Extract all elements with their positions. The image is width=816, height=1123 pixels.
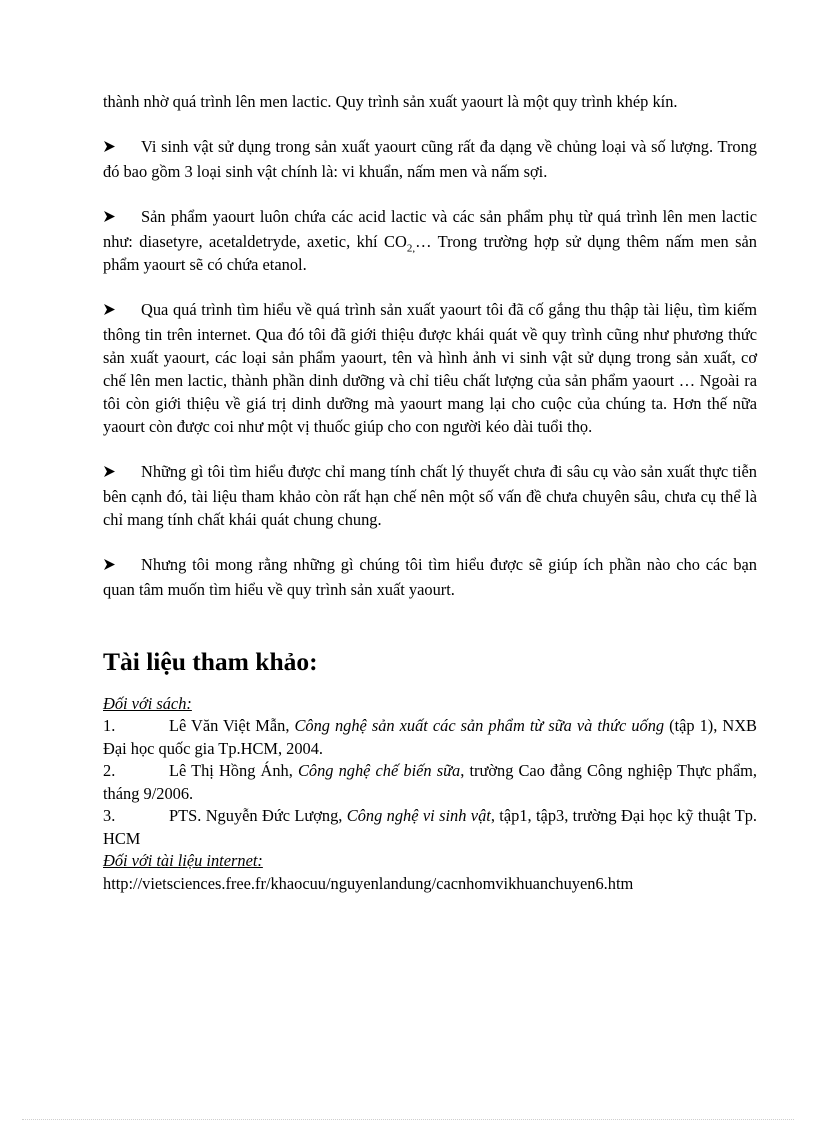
bullet-paragraph-3 [103,298,757,438]
reference-title: Công nghệ chế biến sữa [297,761,461,780]
bullet-text: Những gì tôi tìm hiểu được chỉ mang tính chất lý thuyết chưa đi sâu cụ vào sản xuất thực tiễn bên cạnh đó, tài liệu tham khảo còn rất hạn chế nên một số vấn đề chưa chuyên sâu, chưa cụ thể là chỉ mang tính chất khái quát chung chung. [103,462,757,529]
reference-details: , tập1, tập3, trường Đại học kỹ thuật Tp. HCM [103,806,757,848]
reference-url: http://vietsciences.free.fr/khaocuu/nguyenlandung/cacnhomvikhuanchuyen6.htm [103,874,634,893]
subscript: 2, [406,242,416,255]
internet-label: Đối với tài liệu internet: [103,851,263,870]
reference-author: Lê Thị Hồng Ánh, [169,761,298,780]
page-bottom-divider [22,1119,794,1120]
arrowhead-bullet-icon [103,555,141,578]
reference-item-2 [103,760,757,805]
arrowhead-bullet-icon [103,137,141,160]
reference-number: 3. [103,806,116,825]
bullet-text: Sản phẩm yaourt luôn chứa các acid lactic và các sản phẩm phụ từ quá trình lên men lactic như: diasetyre, acetaldetryde, axetic, khí CO [103,207,757,251]
reference-number: 1. [103,716,116,735]
reference-author: Lê Văn Việt Mẫn, [169,716,295,735]
bullet-text: Vi sinh vật sử dụng trong sản xuất yaourt cũng rất đa dạng về chủng loại và số lượng. Trong đó bao gồm 3 loại sinh vật chính là: vi khuẩn, nấm men và nấm sợi. [103,137,757,181]
bullet-text: … Trong trường hợp sử dụng thêm nấm men sản phẩm yaourt sẽ có chứa etanol. [103,232,757,274]
books-label: Đối với sách: [103,694,192,713]
bullet-text: Qua quá trình tìm hiểu về quá trình sản xuất yaourt tôi đã cố gắng thu thập tài liệu, tìm kiếm thông tin trên internet. Qua đó tôi đã giới thiệu được khái quát về quy trình cũng như phương thức sản xuất yaourt, các loại sản phẩm yaourt, tên và hình ảnh vi sinh vật sử dụng trong sản xuất, cơ chế lên men lactic, thành phần dinh dưỡng và chỉ tiêu chất lượng của sản phẩm yaourt … Ngoài ra tôi còn giới thiệu về giá trị dinh dưỡng mà yaourt mang lại cho cuộc của chúng ta. Hơn thế nữa yaourt còn được coi như một vị thuốc giúp cho con người kéo dài tuổi thọ. [103,300,757,436]
bullet-paragraph-1 [103,135,757,183]
reference-item-1 [103,715,757,760]
reference-item-3 [103,805,757,850]
bullet-paragraph-5 [103,553,757,601]
reference-details: (tập 1), NXB Đại học quốc gia Tp.HCM, 2004. [103,716,757,758]
reference-author: PTS. Nguyễn Đức Lượng, [169,806,347,825]
bullet-text: Nhưng tôi mong rằng những gì chúng tôi tìm hiểu được sẽ giúp ích phần nào cho các bạn quan tâm muốn tìm hiểu về quy trình sản xuất yaourt. [103,555,757,599]
arrowhead-bullet-icon [103,462,141,485]
document-page [103,90,757,895]
reference-title: Công nghệ vi sinh vật [346,806,491,825]
arrowhead-bullet-icon [103,300,141,323]
arrowhead-bullet-icon [103,207,141,230]
reference-title: Công nghệ sản xuất các sản phẩm từ sữa và thức uống [294,716,665,735]
references-heading: Tài liệu tham khảo: [103,647,318,676]
bullet-paragraph-4 [103,460,757,531]
intro-paragraph: thành nhờ quá trình lên men lactic. Quy trình sản xuất yaourt là một quy trình khép kín. [103,92,678,111]
bullet-paragraph-2 [103,205,757,276]
reference-details: , trường Cao đẳng Công nghiệp Thực phẩm, tháng 9/2006. [103,761,758,803]
reference-number: 2. [103,761,116,780]
